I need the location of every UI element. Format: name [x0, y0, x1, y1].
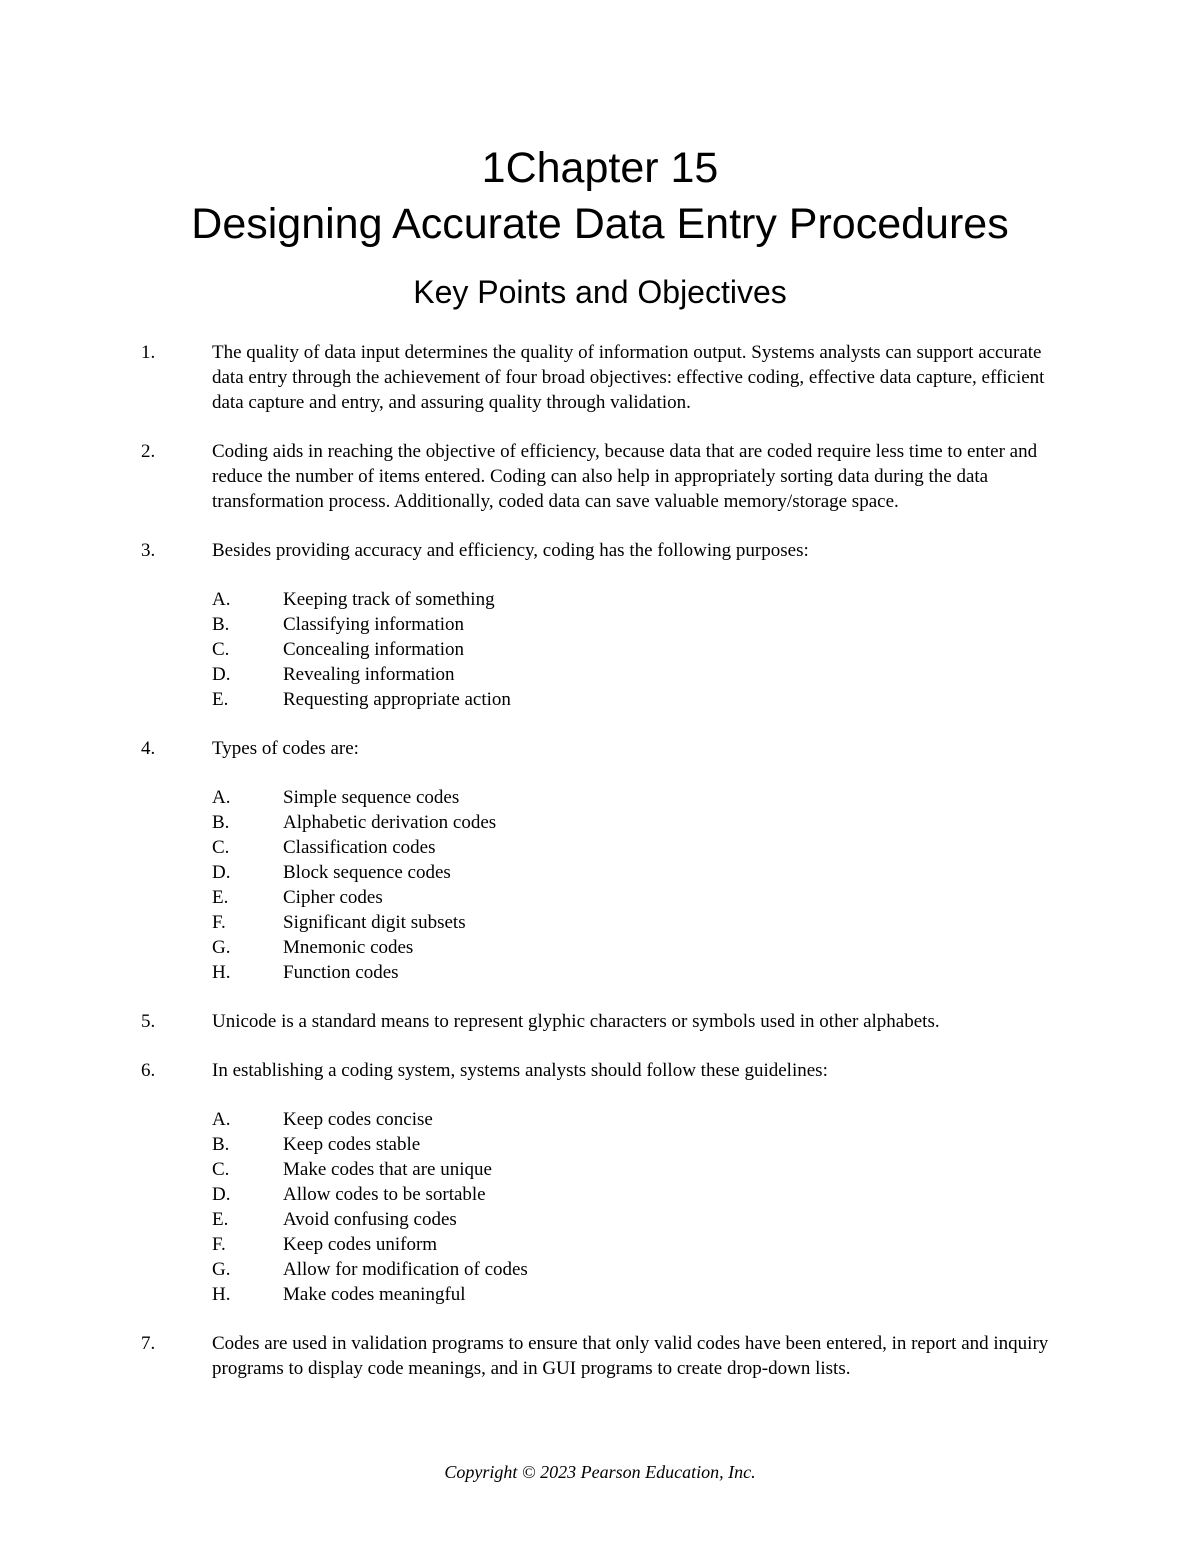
list-item-text: Coding aids in reaching the objective of efficiency, because data that are coded require less time to enter and reduce the number of items entered. Coding can also help in appropriately sorting data during the data transformation process. Additionally, coded data can save valuable memory/storage space. [212, 441, 1038, 512]
sub-list-text: Keep codes concise [283, 1109, 433, 1130]
list-item-number: 6. [141, 1060, 156, 1081]
sub-list-item [0, 1282, 1200, 1307]
list-item-number: 1. [141, 342, 156, 363]
sub-list [0, 587, 1200, 712]
sub-list-item [0, 910, 1200, 935]
sub-list-text: Keeping track of something [283, 589, 495, 610]
chapter-number: 1Chapter 15 [481, 144, 719, 192]
sub-list-item [0, 835, 1200, 860]
sub-list-item [0, 860, 1200, 885]
sub-list-letter: B. [212, 1134, 230, 1155]
sub-list-item [0, 1232, 1200, 1257]
list-item [0, 538, 1200, 712]
sub-list-item [0, 1257, 1200, 1282]
sub-list-letter: C. [212, 639, 230, 660]
sub-list-letter: D. [212, 664, 231, 685]
list-item-text: Types of codes are: [212, 738, 359, 759]
sub-list-letter: E. [212, 887, 229, 908]
sub-list-text: Concealing information [283, 639, 464, 660]
list-item [0, 1058, 1200, 1307]
sub-list-letter: F. [212, 1234, 226, 1255]
list-item-number: 4. [141, 738, 156, 759]
sub-list-item [0, 1207, 1200, 1232]
sub-list-text: Make codes meaningful [283, 1284, 466, 1305]
list-item-number: 7. [141, 1333, 156, 1354]
sub-list-letter: H. [212, 1284, 231, 1305]
sub-list-item [0, 662, 1200, 687]
sub-list-item [0, 1182, 1200, 1207]
sub-list [0, 785, 1200, 985]
sub-list-item [0, 637, 1200, 662]
sub-list-letter: A. [212, 787, 231, 808]
list-item [0, 439, 1200, 514]
sub-list-text: Keep codes stable [283, 1134, 421, 1155]
list-item-text: Codes are used in validation programs to ensure that only valid codes have been entered, in report and inquiry programs to display code meanings, and in GUI programs to create drop-down lists. [212, 1333, 1049, 1379]
list-item-text: The quality of data input determines the quality of information output. Systems analysts can support accurate data entry through the achievement of four broad objectives: effective coding, effective data capture, efficient data capture and entry, and assuring quality through validation. [212, 342, 1045, 413]
sub-list-text: Simple sequence codes [283, 787, 460, 808]
sub-list-item [0, 1157, 1200, 1182]
sub-list-letter: A. [212, 589, 231, 610]
list-item-number: 3. [141, 540, 156, 561]
sub-list-text: Requesting appropriate action [283, 689, 511, 710]
sub-list-text: Avoid confusing codes [283, 1209, 457, 1230]
sub-list [0, 1107, 1200, 1307]
sub-list-text: Alphabetic derivation codes [283, 812, 497, 833]
sub-list-text: Significant digit subsets [283, 912, 466, 933]
sub-list-text: Allow for modification of codes [283, 1259, 528, 1280]
list-item [0, 736, 1200, 985]
sub-list-text: Cipher codes [283, 887, 383, 908]
copyright-footer: Copyright © 2023 Pearson Education, Inc. [444, 1462, 756, 1482]
chapter-title: Designing Accurate Data Entry Procedures [191, 200, 1009, 248]
sub-list-letter: B. [212, 614, 230, 635]
sub-list-text: Block sequence codes [283, 862, 451, 883]
sub-list-item [0, 687, 1200, 712]
sub-list-letter: H. [212, 962, 231, 983]
sub-list-item [0, 935, 1200, 960]
sub-list-letter: D. [212, 862, 231, 883]
sub-list-letter: E. [212, 689, 229, 710]
sub-list-letter: C. [212, 1159, 230, 1180]
sub-list-letter: F. [212, 912, 226, 933]
title-block [0, 140, 1200, 312]
sub-list-item [0, 612, 1200, 637]
list-item [0, 340, 1200, 415]
sub-list-letter: B. [212, 812, 230, 833]
key-points-list [0, 340, 1200, 1405]
sub-list-item [0, 1107, 1200, 1132]
list-item [0, 1009, 1200, 1034]
sub-list-text: Keep codes uniform [283, 1234, 438, 1255]
sub-list-letter: G. [212, 1259, 231, 1280]
sub-list-text: Make codes that are unique [283, 1159, 492, 1180]
sub-list-text: Classifying information [283, 614, 465, 635]
sub-list-text: Function codes [283, 962, 399, 983]
list-item-text: In establishing a coding system, systems analysts should follow these guidelines: [212, 1060, 828, 1081]
sub-list-text: Revealing information [283, 664, 455, 685]
sub-list-letter: D. [212, 1184, 231, 1205]
sub-list-item [0, 810, 1200, 835]
sub-list-letter: A. [212, 1109, 231, 1130]
sub-list-item [0, 885, 1200, 910]
list-item-text: Besides providing accuracy and efficiency, coding has the following purposes: [212, 540, 809, 561]
sub-list-item [0, 587, 1200, 612]
sub-list-item [0, 960, 1200, 985]
section-title: Key Points and Objectives [413, 274, 787, 310]
sub-list-text: Classification codes [283, 837, 436, 858]
sub-list-letter: E. [212, 1209, 229, 1230]
sub-list-letter: G. [212, 937, 231, 958]
list-item-number: 5. [141, 1011, 156, 1032]
list-item [0, 1331, 1200, 1381]
sub-list-item [0, 785, 1200, 810]
list-item-number: 2. [141, 441, 156, 462]
sub-list-item [0, 1132, 1200, 1157]
sub-list-letter: C. [212, 837, 230, 858]
sub-list-text: Allow codes to be sortable [283, 1184, 486, 1205]
list-item-text: Unicode is a standard means to represent glyphic characters or symbols used in other alphabets. [212, 1011, 940, 1032]
sub-list-text: Mnemonic codes [283, 937, 414, 958]
